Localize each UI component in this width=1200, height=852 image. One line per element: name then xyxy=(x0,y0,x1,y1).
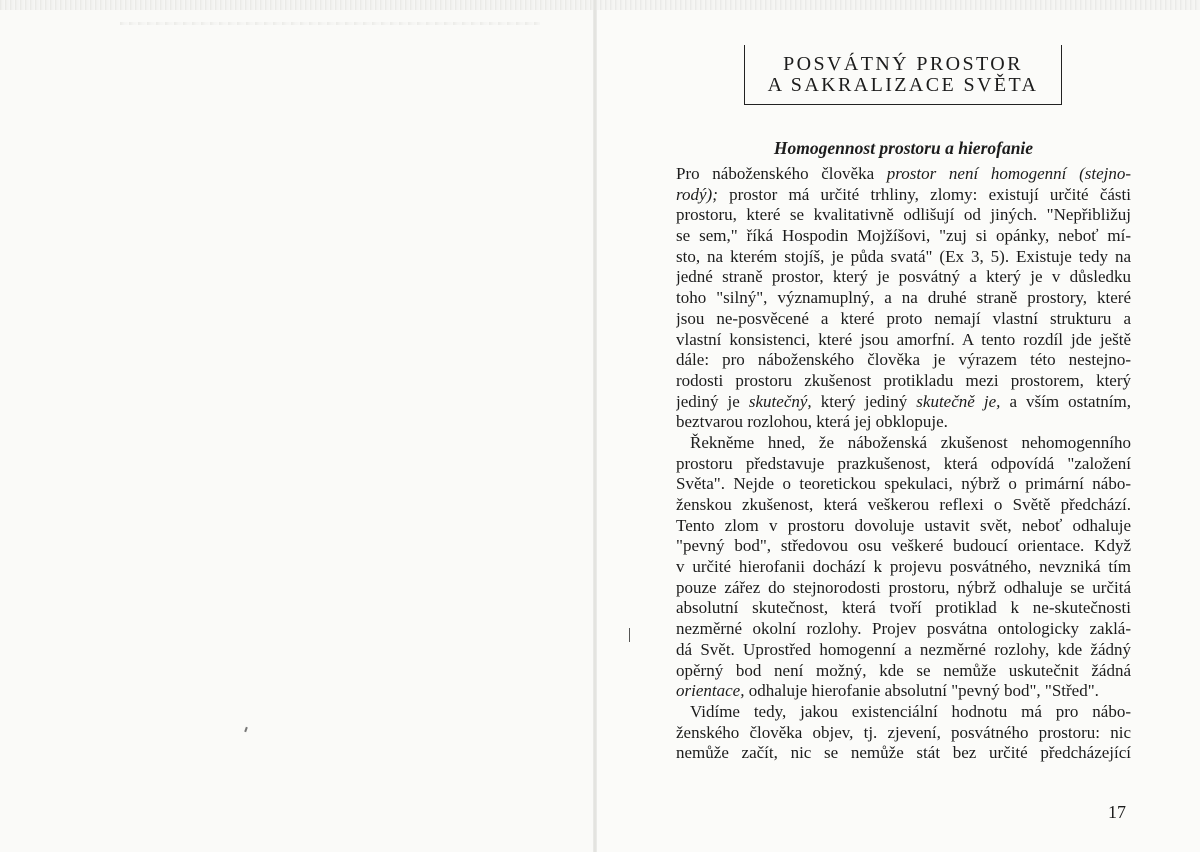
stray-pen-mark xyxy=(629,628,630,642)
text-line xyxy=(676,702,1131,723)
text-line xyxy=(676,723,1131,744)
text-segment: sto, na kterém stojíš, je půda svatá" (Ex 3, 5). Existuje tedy na xyxy=(676,246,1131,266)
book-gutter xyxy=(593,0,597,852)
text-line xyxy=(676,433,1131,454)
text-segment: Tento zlom v prostoru dovoluje ustavit svět, neboť odhaluje xyxy=(676,515,1131,535)
text-line xyxy=(676,474,1131,495)
scan-edge-noise xyxy=(0,0,1200,10)
text-line xyxy=(676,205,1131,226)
text-segment: prostoru, které se kvalitativně odlišují od jiných. "Nepřibližuj xyxy=(676,205,1131,225)
text-line xyxy=(676,619,1131,640)
text-segment: jediný je xyxy=(676,391,749,411)
text-line xyxy=(676,495,1131,516)
text-line xyxy=(676,247,1131,268)
text-segment: dále: pro náboženského člověka je výrazem této nestejno- xyxy=(676,350,1131,370)
italic-text: rodý); xyxy=(676,184,718,204)
text-line xyxy=(676,288,1131,309)
text-line xyxy=(676,454,1131,475)
text-line xyxy=(676,661,1131,682)
text-line xyxy=(676,681,1131,702)
text-segment: jedné straně prostor, který je posvátný a který je v důsledku xyxy=(676,267,1131,287)
text-segment: nemůže začít, nic se nemůže stát bez určité předcházející xyxy=(676,743,1131,763)
left-page-blank xyxy=(0,0,596,852)
text-line xyxy=(676,371,1131,392)
text-line xyxy=(676,330,1131,351)
text-line xyxy=(676,516,1131,537)
text-line xyxy=(676,412,1131,433)
text-segment: rodosti prostoru zkušenost protikladu mezi prostorem, který xyxy=(676,370,1131,390)
text-segment: prostoru představuje prazkušenost, která odpovídá "založení xyxy=(676,453,1131,473)
chapter-title-box xyxy=(744,45,1062,105)
text-segment: a vším ostatním, xyxy=(1000,391,1131,411)
text-segment: nezměrné okolní rozlohy. Projev posvátna ontologicky zaklá- xyxy=(676,619,1131,639)
text-segment: se sem," říká Hospodin Mojžíšovi, "zuj si opánky, neboť mí- xyxy=(676,226,1131,246)
text-segment: jsou ne-posvěcené a které proto nemají vlastní strukturu a xyxy=(676,308,1131,328)
text-segment: prostor má určité trhliny, zlomy: existují určité části xyxy=(717,184,1131,204)
text-line xyxy=(676,743,1131,764)
text-segment: beztvarou rozlohou, která jej obklopuje. xyxy=(676,412,948,432)
chapter-title-line-1: POSVÁTNÝ PROSTOR xyxy=(783,53,1023,75)
italic-text: skutečně je, xyxy=(916,391,1001,411)
text-line xyxy=(676,309,1131,330)
italic-text: orientace, xyxy=(676,681,745,701)
text-line xyxy=(676,392,1131,413)
text-line xyxy=(676,164,1131,185)
text-segment: v určité hierofanii dochází k projevu posvátného, nevzniká tím xyxy=(676,557,1131,577)
text-segment: Pro náboženského člověka xyxy=(676,164,887,183)
text-line xyxy=(676,598,1131,619)
text-segment: ženského člověka objev, tj. zjevení, posvátného prostoru: nic xyxy=(676,722,1131,742)
page-number: 17 xyxy=(1108,802,1126,822)
text-segment: který jediný xyxy=(811,391,917,411)
text-segment: Vidíme tedy, jakou existenciální hodnotu má pro nábo- xyxy=(690,701,1131,721)
scan-bleed-through xyxy=(120,22,540,25)
italic-text: prostor není homogenní (stejno- xyxy=(886,164,1131,183)
text-line xyxy=(676,226,1131,247)
text-segment: Řekněme hned, že náboženská zkušenost nehomogenního xyxy=(690,432,1131,452)
text-line xyxy=(676,557,1131,578)
italic-text: skutečný, xyxy=(748,391,812,411)
text-line xyxy=(676,185,1131,206)
text-line xyxy=(676,640,1131,661)
text-line xyxy=(676,350,1131,371)
text-segment: pouze zářez do stejnorodosti prostoru, nýbrž odhaluje se určitá xyxy=(676,577,1131,597)
text-segment: opěrný bod není možný, kde se nemůže uskutečnit žádná xyxy=(676,660,1131,680)
text-line xyxy=(676,267,1131,288)
body-text xyxy=(676,164,1131,764)
text-segment: absolutní skutečnost, která tvoří protiklad k ne-skutečnosti xyxy=(676,598,1131,618)
chapter-title-line-2: A SAKRALIZACE SVĚTA xyxy=(767,74,1039,96)
text-segment: vlastní konsistenci, které jsou amorfní. A tento rozdíl jde ještě xyxy=(676,329,1131,349)
text-segment: Světa". Nejde o teoretickou spekulaci, nýbrž o primární nábo- xyxy=(676,474,1131,494)
text-line xyxy=(676,536,1131,557)
text-segment: toho "silný", významuplný, a na druhé straně prostory, které xyxy=(676,288,1131,308)
text-segment: "pevný bod", středovou osu veškeré budoucí orientace. Když xyxy=(676,536,1131,556)
text-segment: odhaluje hierofanie absolutní "pevný bod", "Střed". xyxy=(744,681,1099,701)
section-heading: Homogennost prostoru a hierofanie xyxy=(773,138,1034,158)
text-segment: dá Svět. Uprostřed homogenní a nezměrné rozlohy, kde žádný xyxy=(676,639,1131,659)
text-segment: ženskou zkušenost, která veškerou reflexi o Světě předchází. xyxy=(676,495,1131,514)
text-line xyxy=(676,578,1131,599)
